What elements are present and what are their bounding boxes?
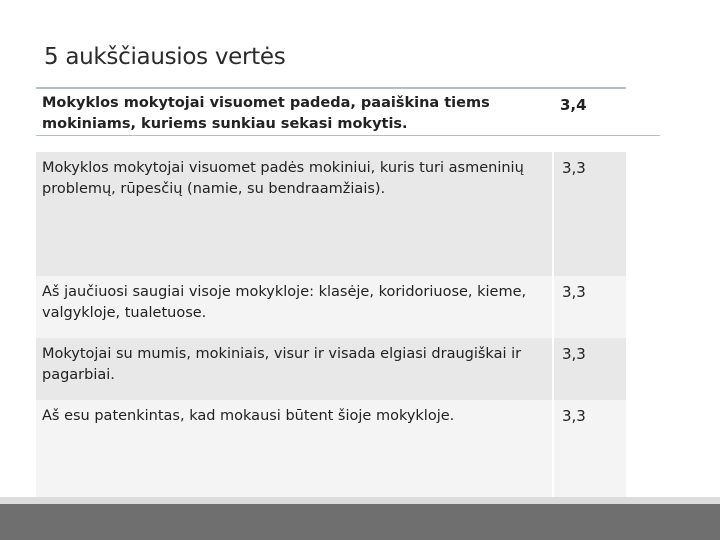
header-row-divider bbox=[36, 135, 660, 136]
footer-band-light bbox=[0, 497, 720, 504]
table-top-rule bbox=[36, 87, 626, 89]
statement-cell: Aš esu patenkintas, kad mokausi būtent šioje mokykloje. bbox=[36, 400, 552, 498]
table-row bbox=[36, 87, 626, 137]
table-row bbox=[36, 400, 626, 498]
statement-cell: Aš jaučiuosi saugiai visoje mokykloje: klasėje, koridoriuose, kieme, valgykloje, tualetuose. bbox=[36, 276, 552, 338]
table-row bbox=[36, 338, 626, 400]
table-row bbox=[36, 152, 626, 276]
value-cell: 3,3 bbox=[552, 152, 626, 276]
values-table bbox=[36, 87, 626, 498]
value-cell: 3,3 bbox=[552, 400, 626, 498]
value-cell: 3,3 bbox=[552, 276, 626, 338]
value-cell: 3,4 bbox=[552, 87, 626, 137]
slide-title: 5 aukščiausios vertės bbox=[44, 44, 286, 70]
statement-cell: Mokytojai su mumis, mokiniais, visur ir visada elgiasi draugiškai ir pagarbiai. bbox=[36, 338, 552, 400]
statement-cell: Mokyklos mokytojai visuomet padeda, paaiškina tiems mokiniams, kuriems sunkiau sekasi mokytis. bbox=[36, 87, 552, 137]
footer-band-dark bbox=[0, 504, 720, 540]
statement-cell: Mokyklos mokytojai visuomet padės mokiniui, kuris turi asmeninių problemų, rūpesčių (namie, su bendraamžiais). bbox=[36, 152, 552, 276]
table-row bbox=[36, 276, 626, 338]
value-cell: 3,3 bbox=[552, 338, 626, 400]
